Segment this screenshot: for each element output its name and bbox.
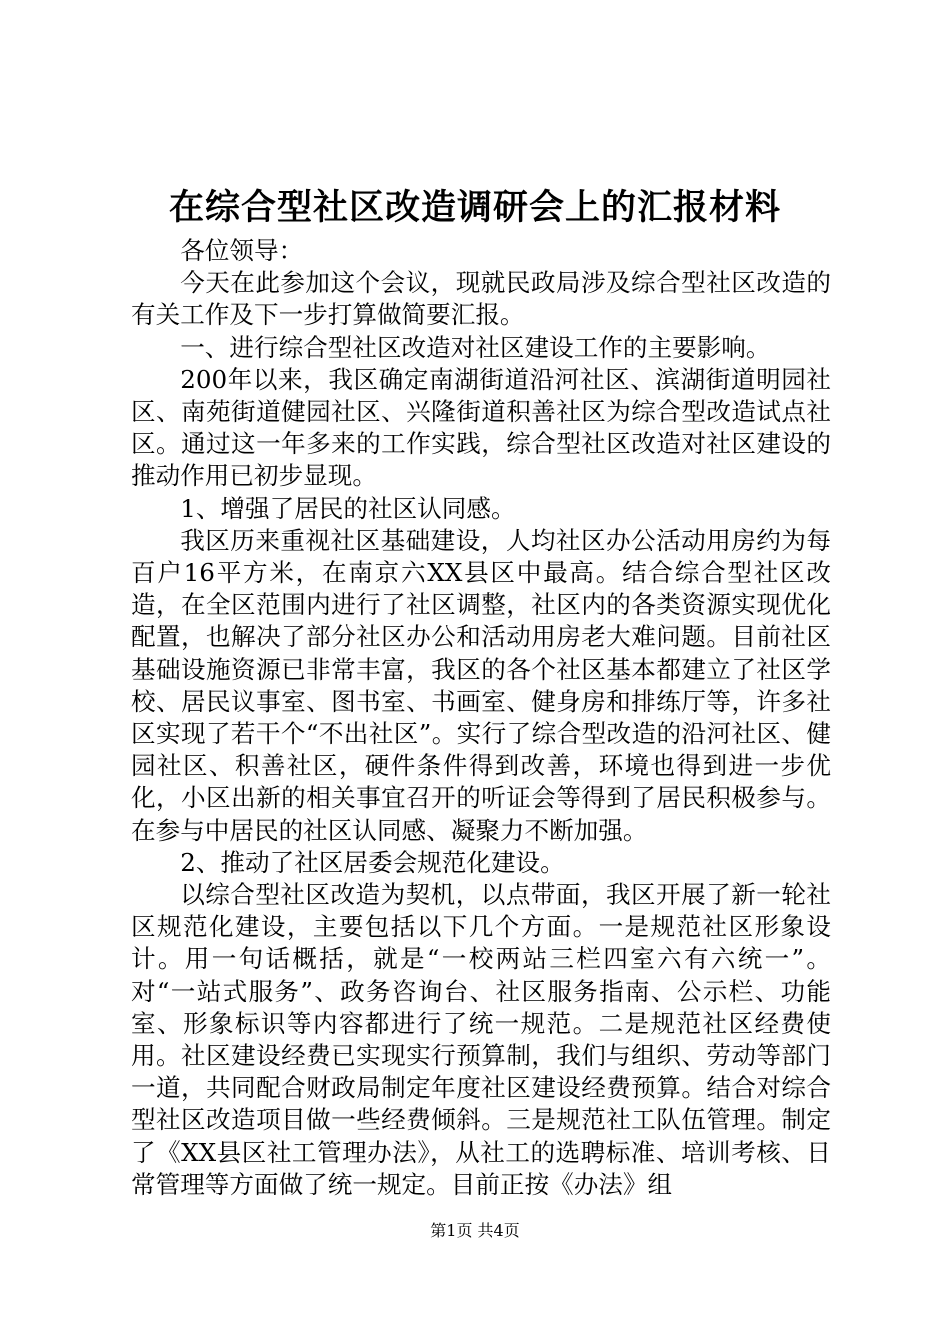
- section-heading-1: 一、进行综合型社区改造对社区建设工作的主要影响。: [180, 332, 771, 362]
- document-title: 在综合型社区改造调研会上的汇报材料: [168, 188, 781, 228]
- paragraph-standardization: 以综合型社区改造为契机，以点带面，我区开展了新一轮社区规范化建设，主要包括以下几个方面。一是规范社区形象设计。用一句话概括，就是“一校两站三栏四室六有六统一”。对“一站式服务”、政务咨询台、社区服务指南、公示栏、功能室、形象标识等内容都进行了统一规范。二是规范社区经费使用。社区建设经费已实现实行预算制，我们与组织、劳动等部门一道，共同配合财政局制定年度社区建设经费预算。结合对综合型社区改造项目做一些经费倾斜。三是规范社工队伍管理。制定了《XX县区社工管理办法》，从社工的选聘标准、培训考核、日常管理等方面做了统一规定。目前正按《办法》组: [131, 880, 831, 1199]
- subheading-1: 1、增强了居民的社区认同感。: [180, 493, 516, 523]
- paragraph-intro: 今天在此参加这个会议，现就民政局涉及综合型社区改造的有关工作及下一步打算做简要汇报。: [131, 268, 831, 330]
- document-body: [131, 235, 831, 1201]
- page-number-footer: 第1页 共4页: [430, 1221, 520, 1240]
- paragraph-community-identity: 我区历来重视社区基础建设，人均社区办公活动用房约为每百户16平方米，在南京六XX县区中最高。结合综合型社区改造，在全区范围内进行了社区调整，社区内的各类资源实现优化配置，也解决了部分社区办公和活动用房老大难问题。目前社区基础设施资源已非常丰富，我区的各个社区基本都建立了社区学校、居民议事室、图书室、书画室、健身房和排练厅等，许多社区实现了若干个“不出社区”。实行了综合型改造的沿河社区、健园社区、积善社区，硬件条件得到改善，环境也得到进一步优化，小区出新的相关事宜召开的听证会等得到了居民积极参与。在参与中居民的社区认同感、凝聚力不断加强。: [131, 525, 831, 845]
- paragraph-pilot-communities: 200年以来，我区确定南湖街道沿河社区、滨湖街道明园社区、南苑街道健园社区、兴隆街道积善社区为综合型改造试点社区。通过这一年多来的工作实践，综合型社区改造对社区建设的推动作用已初步显现。: [131, 364, 831, 491]
- paragraph-salutation: 各位领导：: [180, 236, 304, 265]
- subheading-2: 2、推动了社区居委会规范化建设。: [180, 847, 565, 877]
